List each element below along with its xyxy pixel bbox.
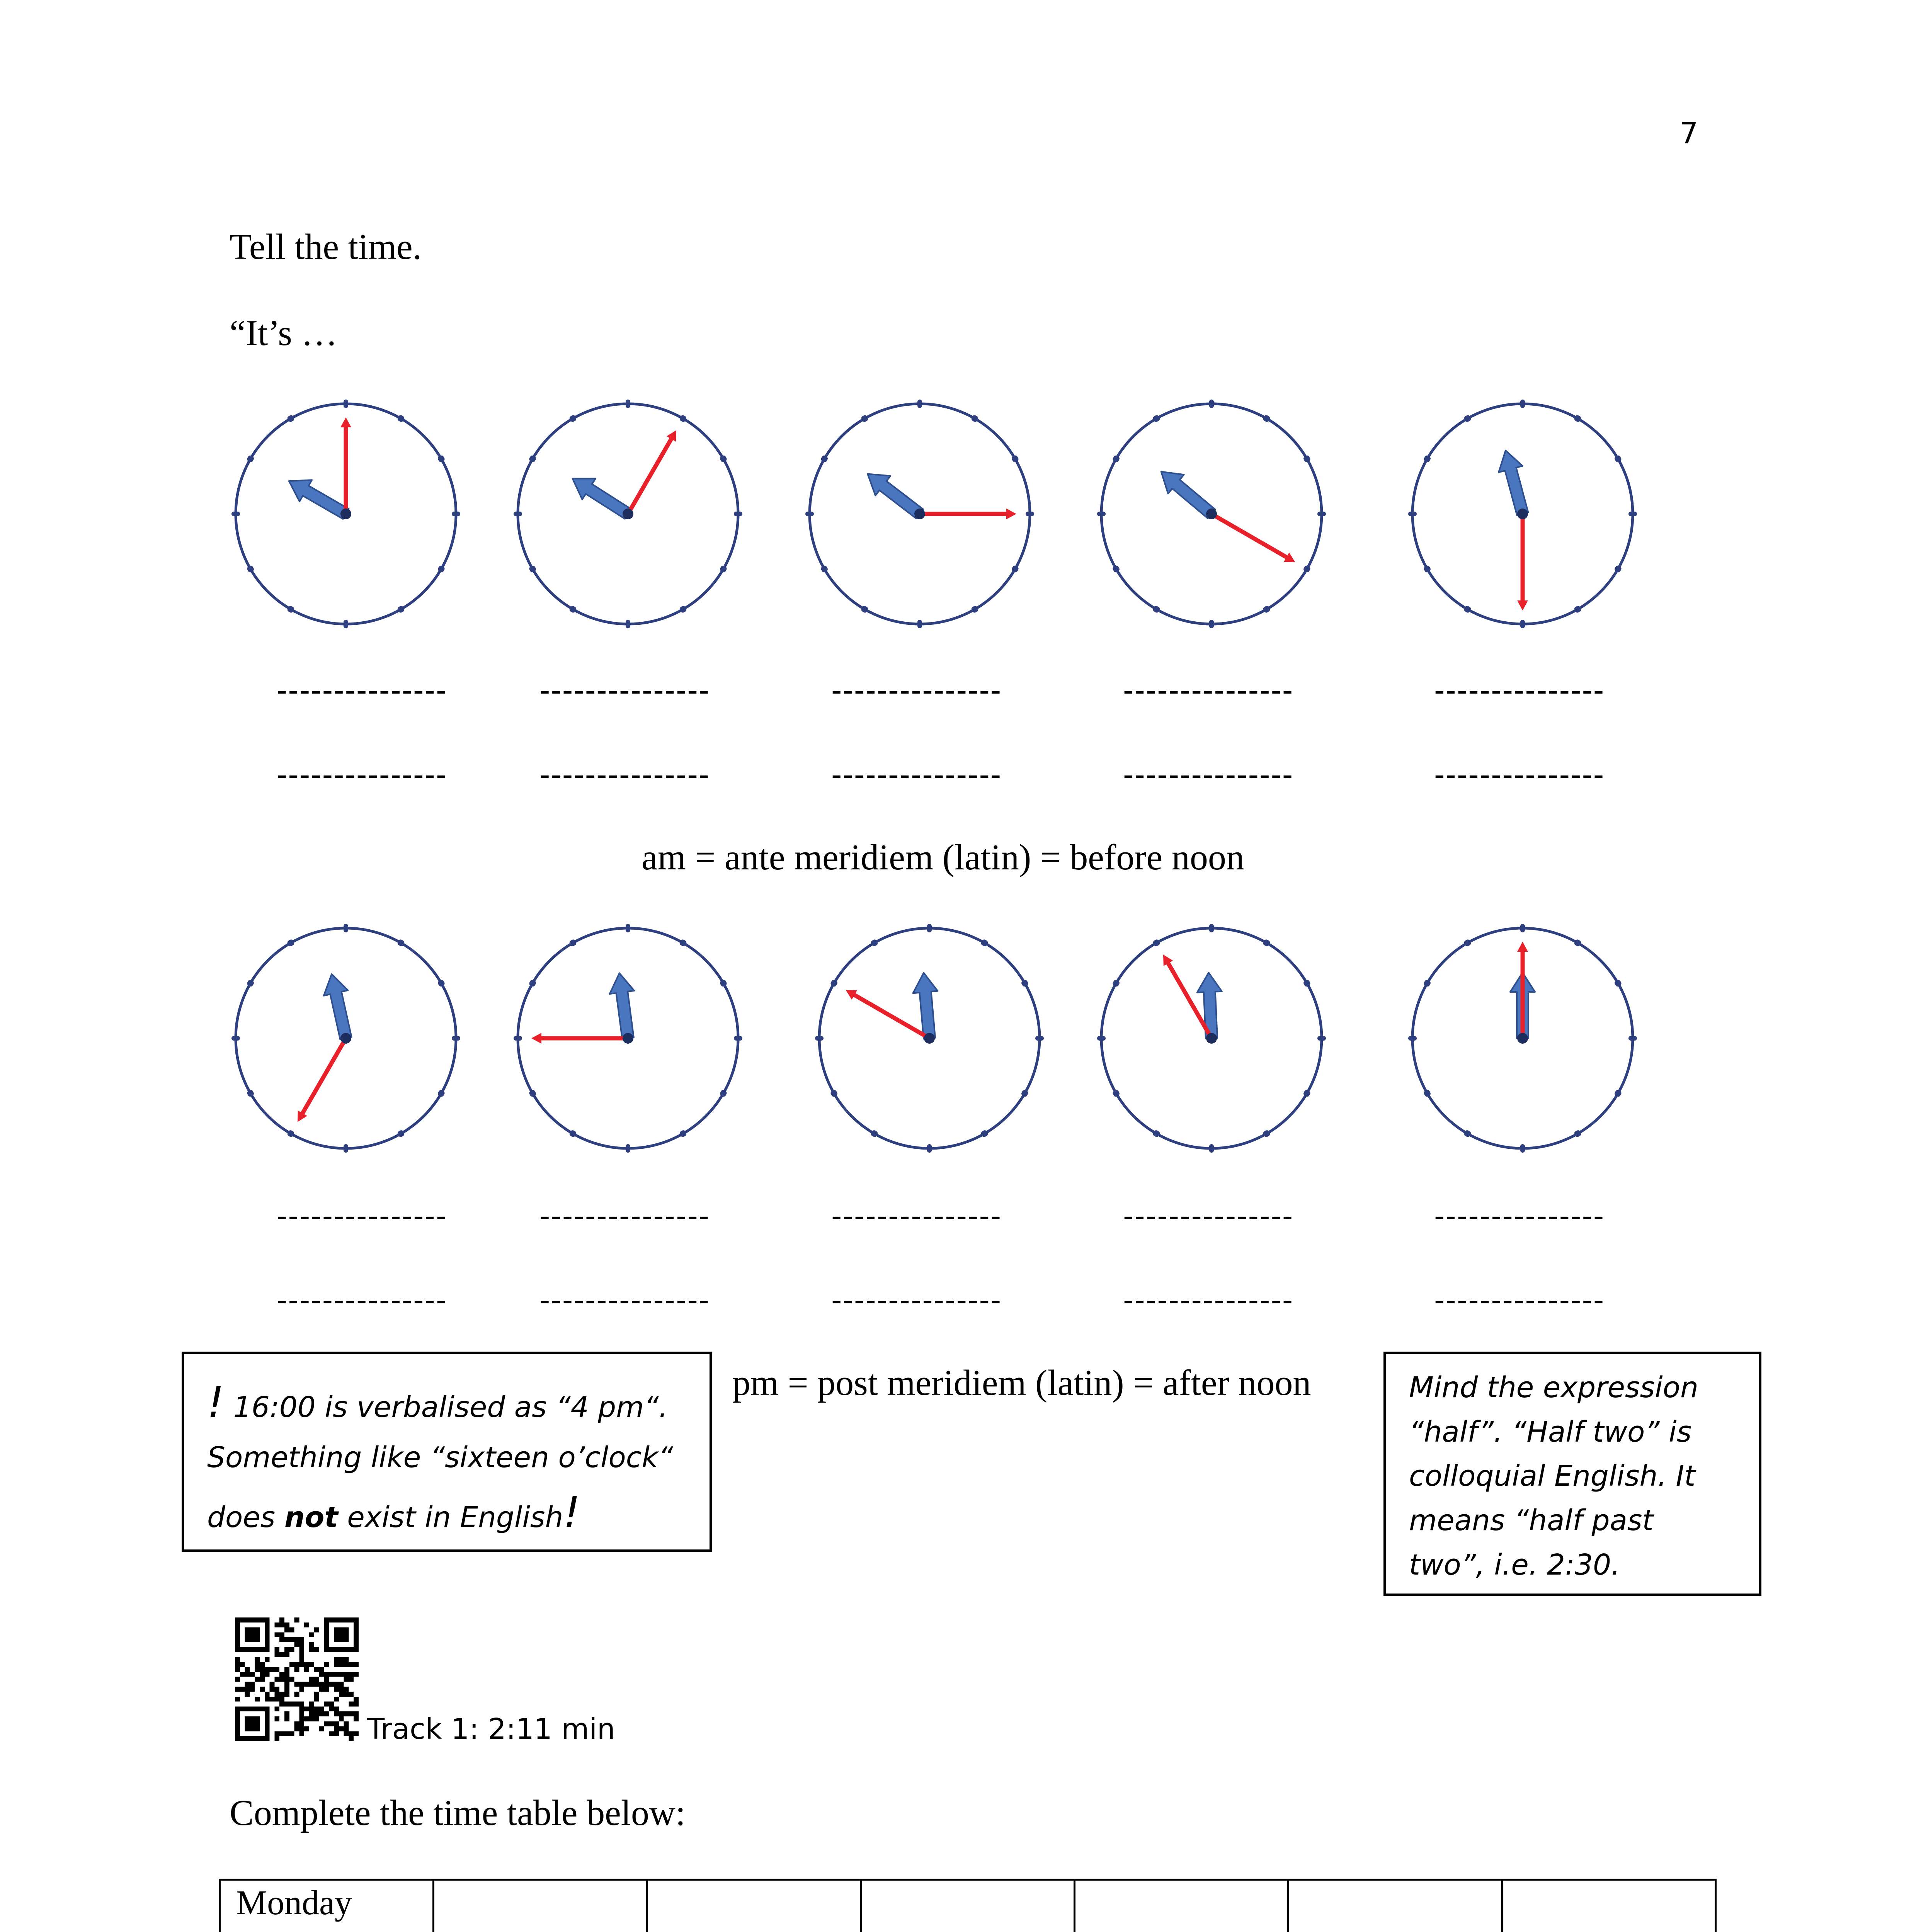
hour-marker [1520, 924, 1525, 932]
am-definition: am = ante meridiem (latin) = before noon [642, 837, 1244, 878]
clock-center [1517, 509, 1528, 519]
answer-line[interactable]: --------------- [277, 673, 448, 707]
table-cell[interactable] [1502, 1880, 1716, 1932]
clock-center [623, 1033, 633, 1044]
hour-marker [514, 512, 522, 516]
answer-line[interactable]: --------------- [277, 1283, 448, 1317]
answer-line[interactable]: --------------- [1434, 673, 1605, 707]
minute-hand [1517, 514, 1528, 611]
answer-line[interactable]: --------------- [1434, 1283, 1605, 1317]
answer-line[interactable]: --------------- [1123, 1199, 1294, 1233]
hour-marker [1520, 620, 1525, 628]
hour-marker [514, 1036, 522, 1041]
hour-marker [1520, 1144, 1525, 1153]
exclamation-mark: ! [207, 1378, 225, 1427]
hour-marker [805, 512, 814, 516]
answer-line[interactable]: --------------- [539, 673, 710, 707]
answer-line[interactable]: --------------- [1123, 673, 1294, 707]
hour-marker [1209, 924, 1214, 932]
clock-center [1517, 1033, 1528, 1044]
note-emphasis: not [284, 1501, 338, 1534]
hour-marker [344, 400, 348, 408]
hour-marker [1209, 1144, 1214, 1153]
hour-marker [815, 1036, 824, 1041]
clock-9 [1098, 924, 1326, 1152]
answer-line[interactable]: --------------- [539, 757, 710, 792]
hour-hand [320, 971, 358, 1041]
minute-hand [623, 427, 681, 517]
clock-5 [1409, 400, 1637, 628]
minute-hand [531, 1033, 628, 1044]
hour-marker [344, 620, 348, 628]
hour-marker [1408, 1036, 1417, 1041]
note-sixteen-hundred [182, 1352, 712, 1552]
answer-line[interactable]: --------------- [831, 757, 1002, 792]
hour-marker [626, 924, 630, 932]
answer-line[interactable]: --------------- [831, 673, 1002, 707]
hour-marker [626, 1144, 630, 1153]
hour-hand [1196, 972, 1224, 1039]
note-line: does [207, 1501, 284, 1534]
clock-4 [1098, 400, 1326, 628]
hour-marker [734, 1036, 742, 1041]
minute-hand [1209, 509, 1298, 567]
answer-line[interactable]: --------------- [831, 1283, 1002, 1317]
hour-marker [1317, 512, 1326, 516]
hour-marker [1097, 1036, 1106, 1041]
hour-marker [344, 924, 348, 932]
hour-marker [1520, 400, 1525, 408]
minute-hand [920, 509, 1016, 519]
hour-marker [1317, 1036, 1326, 1041]
clock-center [924, 1033, 935, 1044]
table-cell[interactable] [861, 1880, 1075, 1932]
clock-center [914, 509, 925, 519]
exclamation-mark: ! [563, 1488, 580, 1537]
clock-3 [806, 400, 1034, 628]
prompt-its: “It’s … [230, 313, 338, 353]
qr-caption: Track 1: 2:11 min [367, 1713, 615, 1746]
clock-8 [815, 924, 1043, 1152]
hour-marker [917, 620, 922, 628]
minute-hand [340, 417, 351, 514]
hour-hand [607, 971, 640, 1040]
clock-6 [232, 924, 460, 1152]
hour-marker [1209, 620, 1214, 628]
hour-marker [344, 1144, 348, 1153]
hour-marker [1628, 512, 1637, 516]
hour-marker [452, 1036, 460, 1041]
page-number: 7 [1679, 116, 1698, 150]
table-cell[interactable] [434, 1880, 647, 1932]
clock-1 [232, 400, 460, 628]
note-line: 16:00 is verbalised as “4 pm“. [224, 1391, 668, 1424]
hour-marker [1035, 1036, 1044, 1041]
hour-marker [734, 512, 742, 516]
instruction-complete-table: Complete the time table below: [230, 1793, 686, 1833]
hour-marker [927, 924, 932, 932]
clock-center [340, 509, 351, 519]
clock-center [1206, 1033, 1217, 1044]
answer-line[interactable]: --------------- [1434, 1199, 1605, 1233]
answer-line[interactable]: --------------- [539, 1199, 710, 1233]
hour-marker [1628, 1036, 1637, 1041]
answer-line[interactable]: --------------- [831, 1199, 1002, 1233]
clock-center [340, 1033, 351, 1044]
hour-marker [927, 1144, 932, 1153]
pm-definition: pm = post meridiem (latin) = after noon [732, 1363, 1311, 1403]
hour-marker [231, 1036, 240, 1041]
hour-marker [1209, 400, 1214, 408]
minute-hand [293, 1036, 351, 1125]
instruction-tell-time: Tell the time. [230, 227, 422, 267]
hour-marker [626, 620, 630, 628]
hour-marker [626, 400, 630, 408]
day-cell: Monday [220, 1880, 434, 1932]
clock-center [623, 509, 633, 519]
answer-line[interactable]: --------------- [539, 1283, 710, 1317]
clock-center [1206, 509, 1217, 519]
table-cell[interactable] [647, 1880, 861, 1932]
minute-hand [843, 985, 932, 1043]
hour-marker [1097, 512, 1106, 516]
clock-10 [1409, 924, 1637, 1152]
hour-marker [452, 512, 460, 516]
clock-7 [514, 924, 742, 1152]
timetable [219, 1879, 1717, 1932]
note-half-expression: Mind the expression “half”. “Half two” is colloquial English. It means “half past two”, i.e. 2:30. [1383, 1352, 1761, 1596]
table-row [220, 1880, 1716, 1932]
hour-marker [231, 512, 240, 516]
hour-marker [917, 400, 922, 408]
answer-line[interactable]: --------------- [1123, 757, 1294, 792]
answer-line[interactable]: --------------- [277, 757, 448, 792]
answer-line[interactable]: --------------- [1123, 1283, 1294, 1317]
hour-marker [1026, 512, 1034, 516]
qr-code-icon[interactable] [235, 1617, 359, 1741]
hour-marker [1408, 512, 1417, 516]
table-cell[interactable] [1288, 1880, 1502, 1932]
note-line: exist in English [338, 1501, 563, 1534]
table-cell[interactable] [1075, 1880, 1288, 1932]
answer-line[interactable]: --------------- [277, 1199, 448, 1233]
hour-hand [1494, 447, 1535, 517]
answer-line[interactable]: --------------- [1434, 757, 1605, 792]
clock-2 [514, 400, 742, 628]
note-line: Something like “sixteen o’clock“ [207, 1440, 673, 1474]
